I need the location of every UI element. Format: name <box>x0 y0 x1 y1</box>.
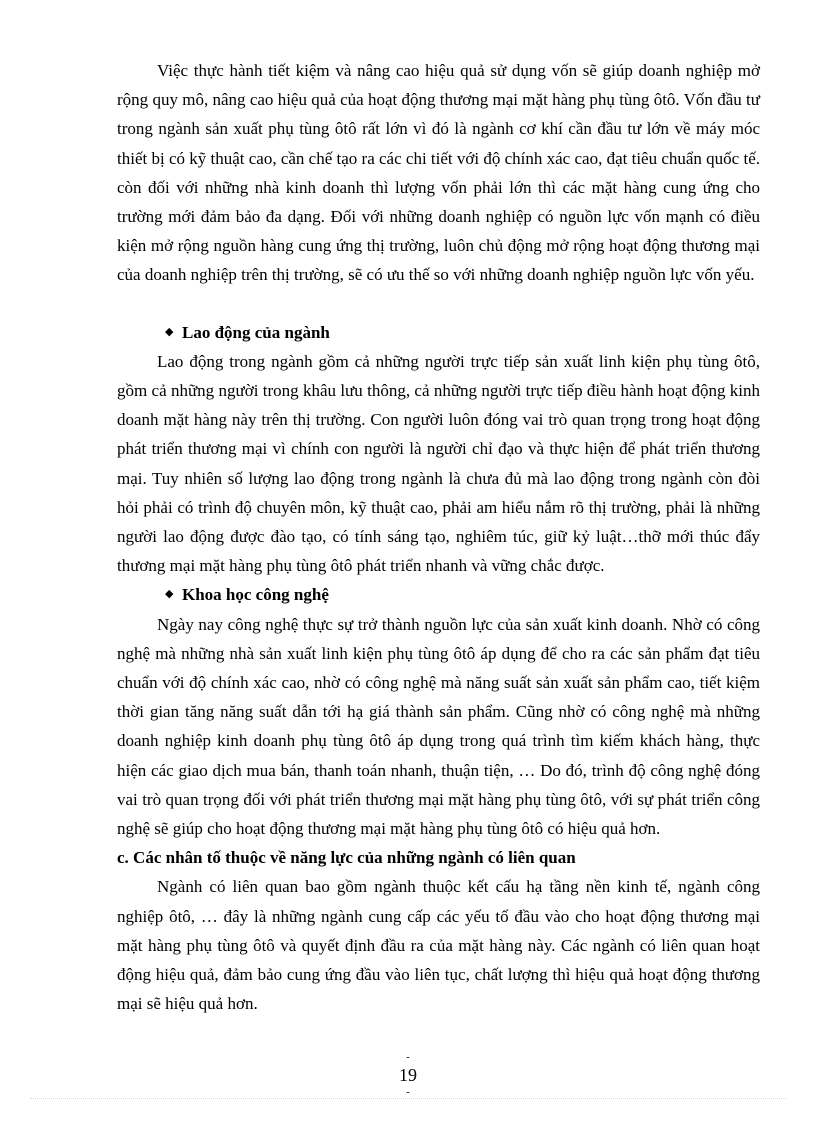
paragraph-capital-efficiency: Việc thực hành tiết kiệm và nâng cao hiệu quả sử dụng vốn sẽ giúp doanh nghiệp mở rộng quy mô, nâng cao hiệu quả của hoạt động thương mại mặt hàng phụ tùng ôtô. Vốn đầu tư trong ngành sản xuất phụ tùng ôtô rất lớn vì đó là ngành cơ khí cần đầu tư lớn về máy móc thiết bị có kỹ thuật cao, cần chế tạo ra các chi tiết với độ chính xác cao, đạt tiêu chuẩn quốc tế. còn đối với những nhà kinh doanh thì lượng vốn phải lớn thì các mặt hàng cung ứng cho trường mới đảm bảo đa dạng. Đối với những doanh nghiệp có nguồn lực vốn mạnh có điều kiện mở rộng nguồn hàng cung ứng thị trường, luôn chủ động mở rộng hoạt động thương mại của doanh nghiệp trên thị trường, sẽ có ưu thế so với những doanh nghiệp nguồn lực vốn yếu. <box>117 61 760 285</box>
heading-technology <box>117 580 760 609</box>
paragraph-related-industries: Ngành có liên quan bao gồm ngành thuộc kết cấu hạ tầng nền kinh tế, ngành công nghiệp ôtô, … đây là những ngành cung cấp các yếu tố đầu vào cho hoạt động thương mại mặt hàng phụ tùng ôtô và quyết định đầu ra của mặt hàng này. Các ngành có liên quan hoạt động hiệu quả, đảm bảo cung ứng đầu vào liên tục, chất lượng thì hiệu quả hoạt động thương mại sẽ hiệu quả hơn. <box>117 877 760 1014</box>
heading-labor <box>117 318 760 347</box>
paragraph-gap <box>117 290 760 318</box>
paragraph-technology: Ngày nay công nghệ thực sự trở thành nguồn lực của sản xuất kinh doanh. Nhờ có công nghệ mà những nhà sản xuất linh kiện phụ tùng ôtô áp dụng để cho ra các sản phẩm đạt tiêu chuẩn với độ chính xác cao, nhờ có công nghệ mà năng suất sản xuất sản phẩm cao, tiết kiệm thời gian tăng năng suất dẫn tới hạ giá thành sản phẩm. Cũng nhờ có công nghệ mà những doanh nghiệp kinh doanh phụ tùng ôtô áp dụng trong quá trình tìm kiếm khách hàng, thực hiện các giao dịch mua bán, thanh toán nhanh, thuận tiện, … Do đó, trình độ công nghệ đóng vai trò quan trọng đối với phát triển thương mại mặt hàng phụ tùng ôtô, với sự phát triển công nghệ sẽ giúp cho hoạt động thương mại mặt hàng phụ tùng ôtô có hiệu quả hơn. <box>117 614 760 839</box>
diamond-bullet-icon: ◆ <box>165 325 174 338</box>
page-footer <box>0 1052 816 1098</box>
section-heading-c: c. Các nhân tố thuộc về năng lực của những ngành có liên quan <box>117 848 576 868</box>
footer-dash-top: - <box>406 1051 410 1063</box>
heading-labor-label: Lao động của ngành <box>182 322 330 342</box>
footer-dash-bottom: - <box>406 1086 410 1098</box>
diamond-bullet-icon: ◆ <box>165 588 174 601</box>
paragraph-labor: Lao động trong ngành gồm cả những người trực tiếp sản xuất linh kiện phụ tùng ôtô, gồm cả những người trong khâu lưu thông, cả những người trực tiếp điều hành hoạt động kinh doanh mặt hàng này trên thị trường. Con người luôn đóng vai trò quan trọng trong hoạt động phát triển thương mại vì chính con người là người chỉ đạo và thực hiện để phát triển thương mại. Tuy nhiên số lượng lao động trong ngành là chưa đủ mà lao động trong ngành còn đòi hỏi phải có trình độ chuyên môn, kỹ thuật cao, phải am hiểu nắm rõ thị trường, phải là những người lao động được đào tạo, có tính sáng tạo, nghiêm túc, giữ kỷ luật…thỡ mới thúc đẩy thương mại mặt hàng phụ tùng ôtô phát triển nhanh và vững chắc được. <box>117 351 760 576</box>
document-page <box>117 56 760 1019</box>
page-number: 19 <box>399 1065 417 1085</box>
heading-technology-label: Khoa học công nghệ <box>182 585 329 605</box>
bottom-divider <box>30 1098 786 1099</box>
